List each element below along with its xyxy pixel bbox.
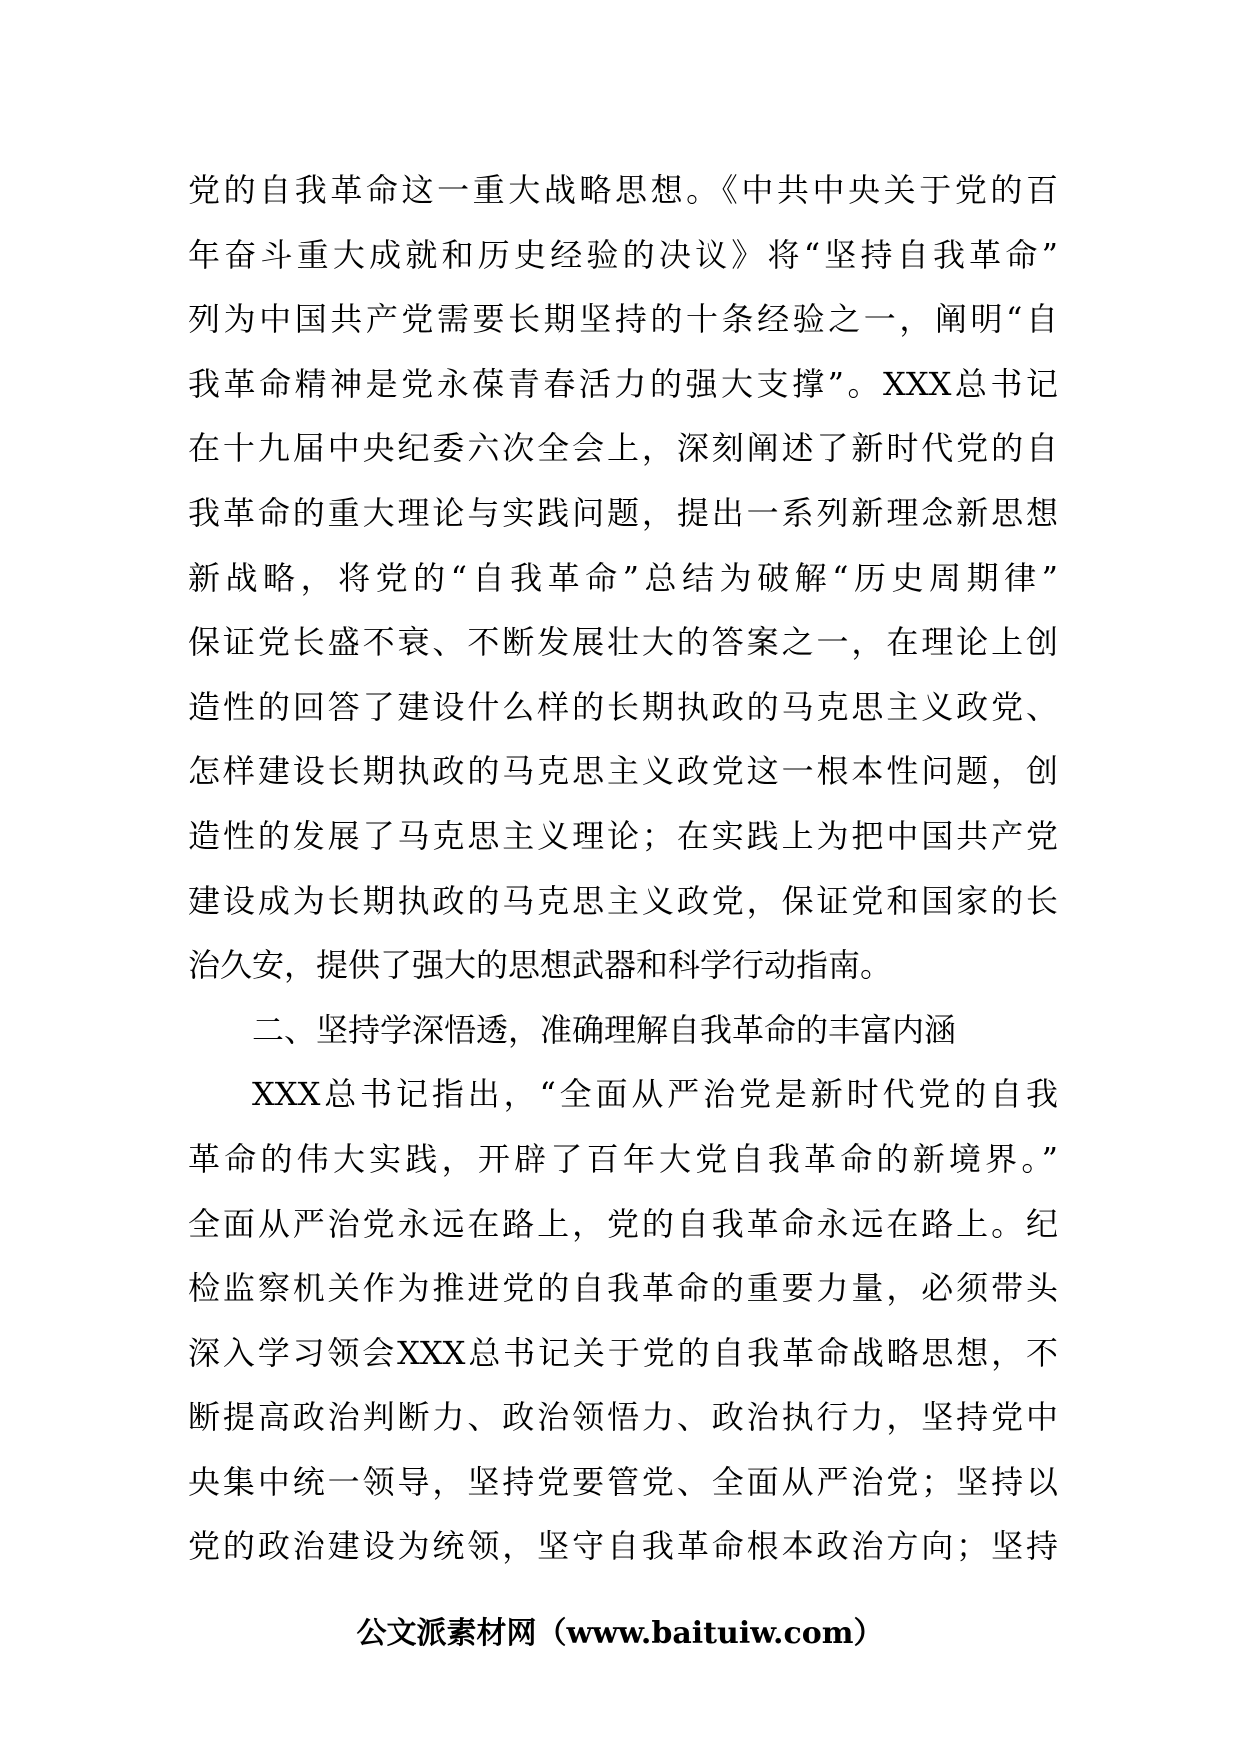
text-line: 保证党长盛不衰、不断发展壮大的答案之一，在理论上创 (188, 623, 1058, 662)
text-line: 我革命精神是党永葆青春活力的强大支撑”。XXX总书记 (188, 364, 1058, 403)
text-line: XXX总书记指出，“全面从严治党是新时代党的自我 (252, 1075, 1058, 1114)
text-line: 在十九届中央纪委六次全会上，深刻阐述了新时代党的自 (188, 429, 1058, 468)
text-line: 怎样建设长期执政的马克思主义政党这一根本性问题，创 (188, 752, 1058, 791)
paragraph-1 (188, 158, 1058, 998)
text-line: 新战略，将党的“自我革命”总结为破解“历史周期律” (188, 558, 1058, 597)
paragraph-2 (188, 1062, 1058, 1579)
text-line: 党的自我革命这一重大战略思想。《中共中央关于党的百 (188, 171, 1058, 209)
text-line: 党的政治建设为统领，坚守自我革命根本政治方向；坚持 (188, 1527, 1058, 1566)
text-line: 断提高政治判断力、政治领悟力、政治执行力，坚持党中 (188, 1398, 1058, 1437)
section-heading (188, 998, 1058, 1063)
text-line: 深入学习领会XXX总书记关于党的自我革命战略思想，不 (188, 1333, 1058, 1372)
text-line: 央集中统一领导，坚持党要管党、全面从严治党；坚持以 (188, 1462, 1058, 1501)
text-line: 建设成为长期执政的马克思主义政党，保证党和国家的长 (188, 881, 1058, 920)
page-footer-watermark: 公文派素材网（www.baituiw.com） (356, 1616, 884, 1651)
text-line: 造性的回答了建设什么样的长期执政的马克思主义政党、 (188, 687, 1058, 726)
text-line: 治久安，提供了强大的思想武器和科学行动指南。 (188, 946, 893, 985)
text-line: 造性的发展了马克思主义理论；在实践上为把中国共产党 (188, 816, 1058, 855)
heading-text: 二、坚持学深悟透，准确理解自我革命的丰富内涵 (252, 1010, 957, 1049)
text-line: 全面从严治党永远在路上，党的自我革命永远在路上。纪 (188, 1204, 1058, 1243)
text-line: 检监察机关作为推进党的自我革命的重要力量，必须带头 (188, 1269, 1058, 1308)
text-line: 我革命的重大理论与实践问题，提出一系列新理念新思想 (188, 493, 1058, 532)
text-line: 革命的伟大实践，开辟了百年大党自我革命的新境界。” (188, 1139, 1058, 1178)
document-body (188, 158, 1058, 1579)
text-line: 年奋斗重大成就和历史经验的决议》将“坚持自我革命” (188, 235, 1058, 274)
text-line: 列为中国共产党需要长期坚持的十条经验之一，阐明“自 (188, 300, 1058, 339)
